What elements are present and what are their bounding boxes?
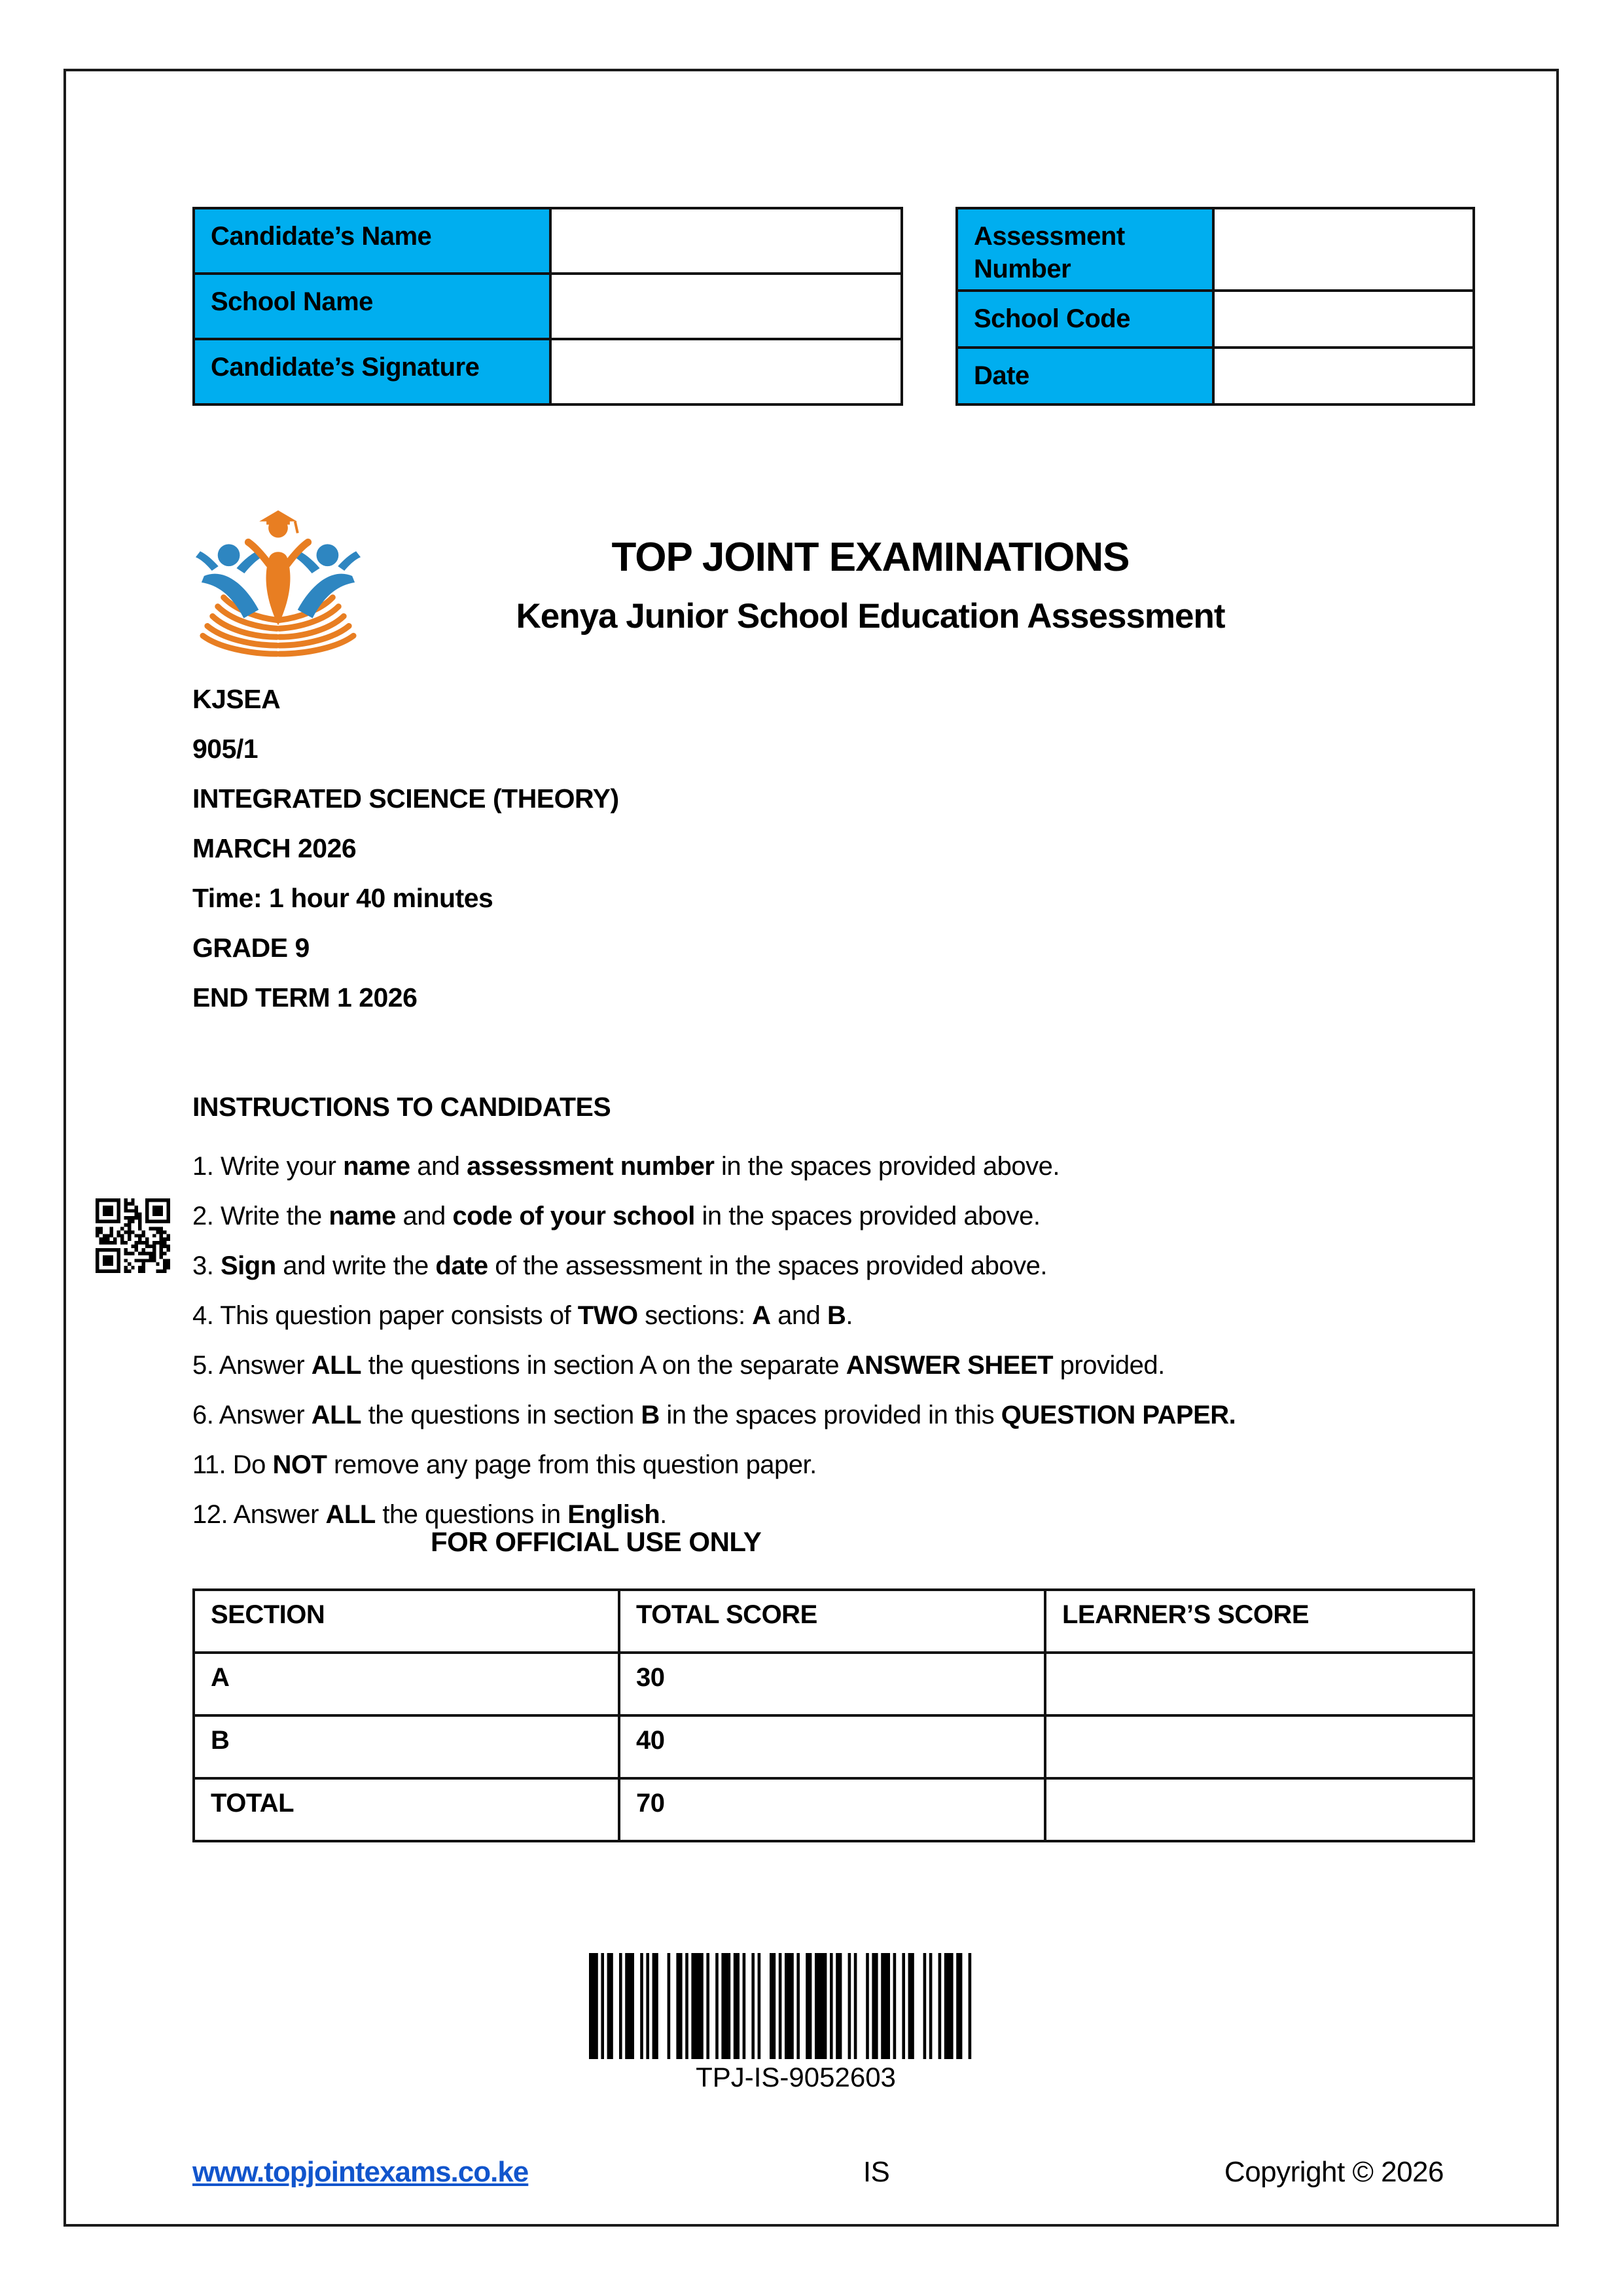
session-line: MARCH 2026: [192, 833, 357, 863]
table-row: [957, 348, 1474, 404]
page-footer: [192, 2156, 1444, 2189]
school-name-label: School Name: [194, 274, 550, 339]
learner-score-column-header: LEARNER’S SCORE: [1045, 1590, 1474, 1653]
exam-details: [192, 674, 619, 1022]
section-b-cell: B: [194, 1715, 619, 1778]
table-row: [194, 339, 902, 404]
date-label: Date: [957, 348, 1213, 404]
school-name-field: [550, 274, 902, 339]
instruction-item: 2. Write the name and code of your school in the spaces provided above.: [192, 1202, 1041, 1230]
subject-line: INTEGRATED SCIENCE (THEORY): [192, 783, 619, 814]
section-b-learner-cell: [1045, 1715, 1474, 1778]
table-row: [194, 274, 902, 339]
official-use-table: [192, 1588, 1475, 1842]
section-a-cell: A: [194, 1653, 619, 1715]
total-score-column-header: TOTAL SCORE: [619, 1590, 1045, 1653]
assessment-number-field: [1213, 208, 1474, 291]
instruction-item: 11. Do NOT remove any page from this question paper.: [192, 1450, 817, 1479]
top-joint-logo-icon: [194, 490, 363, 661]
footer-copyright: Copyright © 2026: [1224, 2156, 1444, 2188]
table-header-row: [194, 1590, 1474, 1653]
grade-line: GRADE 9: [192, 933, 310, 963]
title-block: [419, 534, 1322, 636]
paper-code-line: 905/1: [192, 734, 259, 764]
table-row: [194, 208, 902, 274]
footer-paper-code: IS: [863, 2156, 890, 2188]
candidate-signature-field: [550, 339, 902, 404]
barcode-block: [589, 1953, 1003, 2093]
term-line: END TERM 1 2026: [192, 982, 418, 1013]
exam-body-line: KJSEA: [192, 684, 281, 714]
candidate-name-field: [550, 208, 902, 274]
website-link[interactable]: www.topjointexams.co.ke: [192, 2156, 529, 2188]
qr-code-icon: [96, 1198, 170, 1273]
date-field: [1213, 348, 1474, 404]
instruction-item: 1. Write your name and assessment number in the spaces provided above.: [192, 1152, 1060, 1181]
instructions-list: [192, 1141, 1475, 1539]
time-line: Time: 1 hour 40 minutes: [192, 883, 493, 913]
instruction-item: 3. Sign and write the date of the assessment in the spaces provided above.: [192, 1251, 1047, 1280]
assessment-info-table: [955, 207, 1475, 406]
page-title: TOP JOINT EXAMINATIONS: [611, 535, 1130, 580]
table-row: [957, 208, 1474, 291]
table-row: [194, 1778, 1474, 1841]
instruction-item: 12. Answer ALL the questions in English.: [192, 1500, 667, 1529]
section-column-header: SECTION: [194, 1590, 619, 1653]
page-subtitle: Kenya Junior School Education Assessment: [516, 597, 1225, 636]
school-code-label: School Code: [957, 291, 1213, 348]
instruction-item: 5. Answer ALL the questions in section A on the separate ANSWER SHEET provided.: [192, 1351, 1165, 1380]
total-row-cell: TOTAL: [194, 1778, 619, 1841]
instructions-heading: INSTRUCTIONS TO CANDIDATES: [192, 1092, 611, 1122]
assessment-number-label: Assessment Number: [957, 208, 1213, 291]
section-a-total-cell: 30: [619, 1653, 1045, 1715]
barcode-icon: [589, 1953, 1003, 2059]
total-learner-cell: [1045, 1778, 1474, 1841]
total-score-cell: 70: [619, 1778, 1045, 1841]
table-row: [957, 291, 1474, 348]
section-a-learner-cell: [1045, 1653, 1474, 1715]
barcode-label: TPJ-IS-9052603: [696, 2062, 896, 2092]
section-b-total-cell: 40: [619, 1715, 1045, 1778]
table-row: [194, 1715, 1474, 1778]
table-row: [194, 1653, 1474, 1715]
official-use-heading: FOR OFFICIAL USE ONLY: [431, 1526, 762, 1557]
candidate-signature-label: Candidate’s Signature: [194, 339, 550, 404]
instruction-item: 4. This question paper consists of TWO sections: A and B.: [192, 1301, 853, 1330]
school-code-field: [1213, 291, 1474, 348]
instruction-item: 6. Answer ALL the questions in section B in the spaces provided in this QUESTION PAPER.: [192, 1401, 1236, 1429]
candidate-name-label: Candidate’s Name: [194, 208, 550, 274]
candidate-info-table: [192, 207, 903, 406]
